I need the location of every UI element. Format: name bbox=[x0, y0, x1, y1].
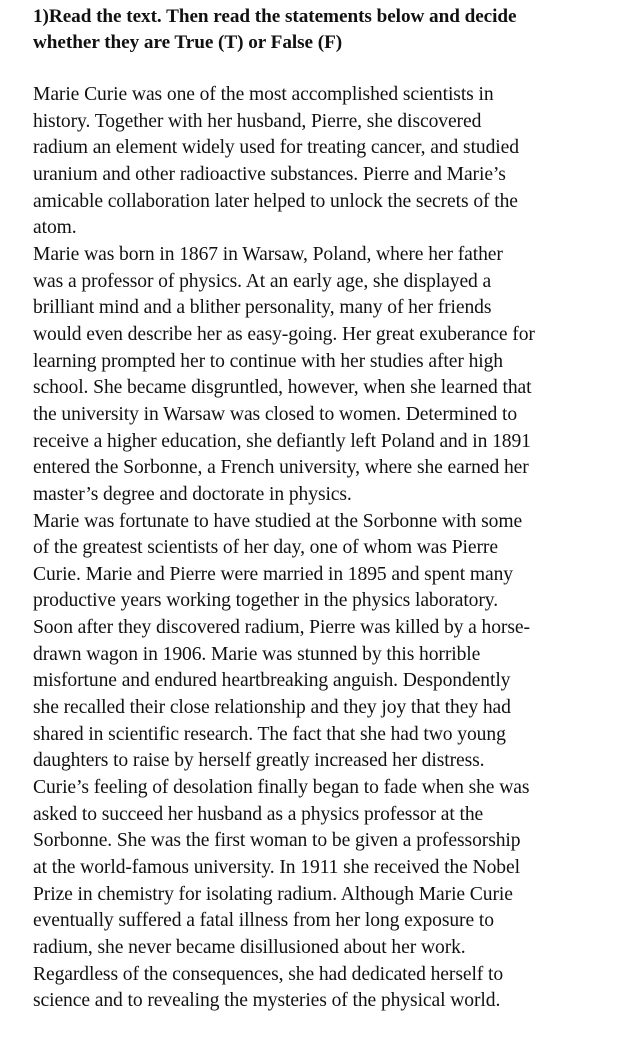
text-line: Prize in chemistry for isolating radium. Although Marie Curie bbox=[33, 883, 513, 905]
text-line: asked to succeed her husband as a physics professor at the bbox=[33, 803, 484, 825]
text-line: brilliant mind and a blither personality, many of her friends bbox=[33, 297, 492, 319]
text-line: eventually suffered a fatal illness from her long exposure to bbox=[33, 910, 494, 932]
paragraph-career bbox=[33, 509, 633, 1015]
text-line: Marie was born in 1867 in Warsaw, Poland, where her father bbox=[33, 243, 503, 265]
text-line: productive years working together in the physics laboratory. bbox=[33, 590, 499, 612]
text-line: Sorbonne. She was the first woman to be given a professorship bbox=[33, 830, 521, 852]
text-line: Regardless of the consequences, she had dedicated herself to bbox=[33, 963, 504, 985]
text-line: at the world-famous university. In 1911 she received the Nobel bbox=[33, 857, 520, 879]
text-line: history. Together with her husband, Pierre, she discovered bbox=[33, 110, 482, 132]
text-line: master’s degree and doctorate in physics. bbox=[33, 483, 352, 505]
text-line: radium, she never became disillusioned about her work. bbox=[33, 937, 466, 958]
text-line: misfortune and endured heartbreaking anguish. Despondently bbox=[33, 670, 511, 692]
text-line: of the greatest scientists of her day, one of whom was Pierre bbox=[33, 537, 498, 559]
text-line: Curie’s feeling of desolation finally began to fade when she was bbox=[33, 777, 530, 799]
text-line: she recalled their close relationship and they joy that they had bbox=[33, 697, 511, 719]
text-line: radium an element widely used for treating cancer, and studied bbox=[33, 137, 519, 159]
text-line: school. She became disgruntled, however, when she learned that bbox=[33, 377, 532, 399]
instructions-line: 1)Read the text. Then read the statements below and decide bbox=[33, 6, 517, 27]
exercise-instructions bbox=[33, 0, 633, 56]
document-page bbox=[33, 0, 633, 1015]
text-line: was a professor of physics. At an early age, she displayed a bbox=[33, 270, 492, 292]
text-line: daughters to raise by herself greatly increased her distress. bbox=[33, 750, 485, 772]
reading-passage bbox=[33, 82, 633, 1015]
text-line: Soon after they discovered radium, Pierre was killed by a horse- bbox=[33, 617, 530, 639]
text-line: science and to revealing the mysteries of the physical world. bbox=[33, 990, 501, 1012]
text-line: shared in scientific research. The fact that she had two young bbox=[33, 723, 506, 745]
text-line: the university in Warsaw was closed to women. Determined to bbox=[33, 403, 518, 425]
paragraph-early-life bbox=[33, 242, 633, 509]
text-line: receive a higher education, she defiantly left Poland and in 1891 bbox=[33, 430, 531, 452]
text-line: entered the Sorbonne, a French university, where she earned her bbox=[33, 457, 529, 479]
text-line: Curie. Marie and Pierre were married in 1895 and spent many bbox=[33, 563, 513, 585]
text-line: uranium and other radioactive substances. Pierre and Marie’s bbox=[33, 163, 506, 185]
instructions-line: whether they are True (T) or False (F) bbox=[33, 32, 343, 53]
text-line: would even describe her as easy-going. Her great exuberance for bbox=[33, 323, 535, 345]
text-line: atom. bbox=[33, 217, 77, 239]
text-line: drawn wagon in 1906. Marie was stunned by this horrible bbox=[33, 643, 481, 665]
text-line: Marie was fortunate to have studied at the Sorbonne with some bbox=[33, 510, 523, 532]
paragraph-introduction bbox=[33, 82, 633, 242]
text-line: amicable collaboration later helped to unlock the secrets of the bbox=[33, 190, 518, 212]
text-line: learning prompted her to continue with her studies after high bbox=[33, 350, 504, 372]
text-line: Marie Curie was one of the most accomplished scientists in bbox=[33, 84, 494, 105]
